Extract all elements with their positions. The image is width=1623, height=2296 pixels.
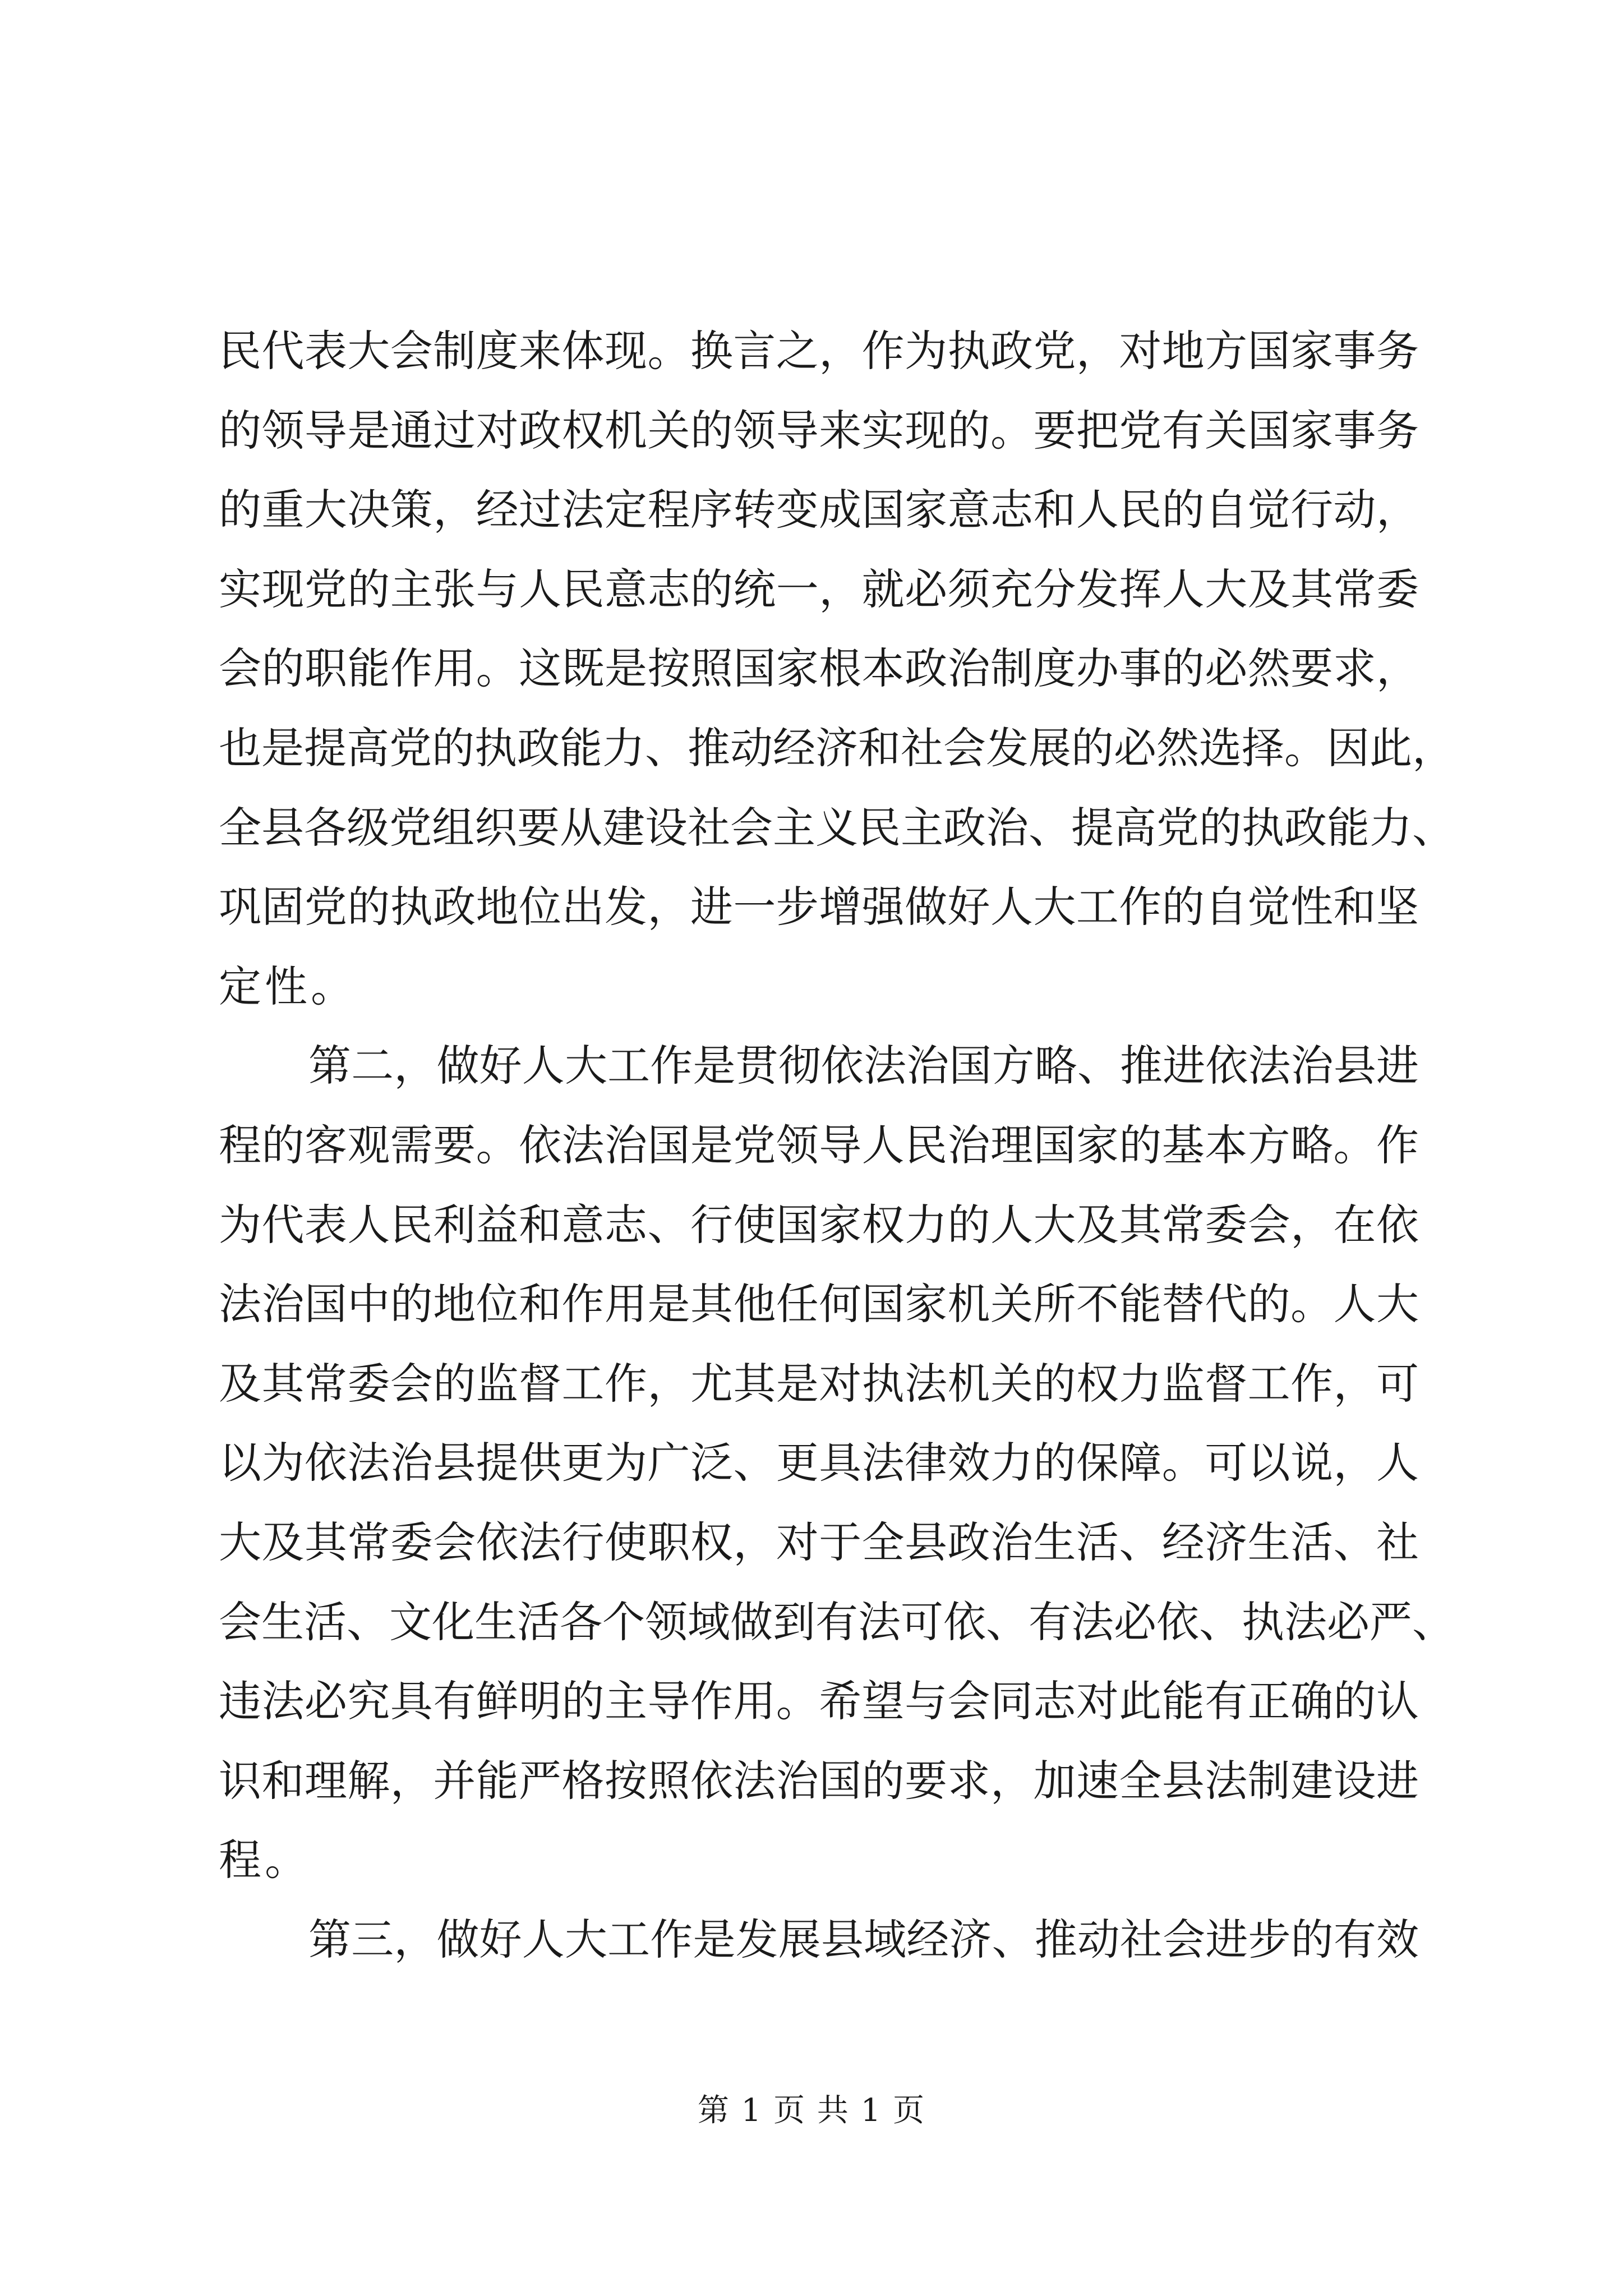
text-line: 为代表人民利益和意志、行使国家权力的人大及其常委会，在依 — [219, 1199, 1419, 1250]
body-text — [219, 311, 1455, 1979]
text-line: 法治国中的地位和作用是其他任何国家机关所不能替代的。人大 — [219, 1279, 1419, 1329]
text-line: 也是提高党的执政能力、推动经济和社会发展的必然选择。因此， — [219, 723, 1455, 773]
text-line: 民代表大会制度来体现。换言之，作为执政党，对地方国家事务 — [219, 326, 1419, 376]
text-line: 的重大决策，经过法定程序转变成国家意志和人民的自觉行动， — [219, 485, 1419, 535]
text-line: 识和理解，并能严格按照依法治国的要求，加速全县法制建设进 — [219, 1755, 1419, 1806]
text-line: 违法必究具有鲜明的主导作用。希望与会同志对此能有正确的认 — [219, 1676, 1419, 1727]
paragraph-start-line: 第二，做好人大工作是贯彻依法治国方略、推进依法治县进 — [308, 1041, 1419, 1091]
text-line: 定性。 — [219, 961, 357, 1011]
text-line: 的领导是通过对政权机关的领导来实现的。要把党有关国家事务 — [219, 405, 1419, 455]
text-line: 全县各级党组织要从建设社会主义民主政治、提高党的执政能力、 — [219, 802, 1455, 853]
paragraph-start-line: 第三，做好人大工作是发展县域经济、推动社会进步的有效 — [308, 1914, 1419, 1964]
text-line: 会生活、文化生活各个领域做到有法可依、有法必依、执法必严、 — [219, 1596, 1455, 1647]
page-footer: 第 1 页 共 1 页 — [697, 2092, 926, 2129]
text-line: 程。 — [219, 1835, 311, 1885]
text-line: 程的客观需要。依法治国是党领导人民治理国家的基本方略。作 — [219, 1120, 1419, 1170]
text-line: 以为依法治县提供更为广泛、更具法律效力的保障。可以说，人 — [219, 1438, 1419, 1488]
text-line: 实现党的主张与人民意志的统一，就必须充分发挥人大及其常委 — [219, 564, 1419, 614]
text-line: 会的职能作用。这既是按照国家根本政治制度办事的必然要求， — [219, 643, 1419, 694]
text-line: 及其常委会的监督工作，尤其是对执法机关的权力监督工作，可 — [219, 1358, 1419, 1409]
text-line: 巩固党的执政地位出发，进一步增强做好人大工作的自觉性和坚 — [219, 882, 1419, 932]
text-line: 大及其常委会依法行使职权，对于全县政治生活、经济生活、社 — [219, 1517, 1419, 1567]
